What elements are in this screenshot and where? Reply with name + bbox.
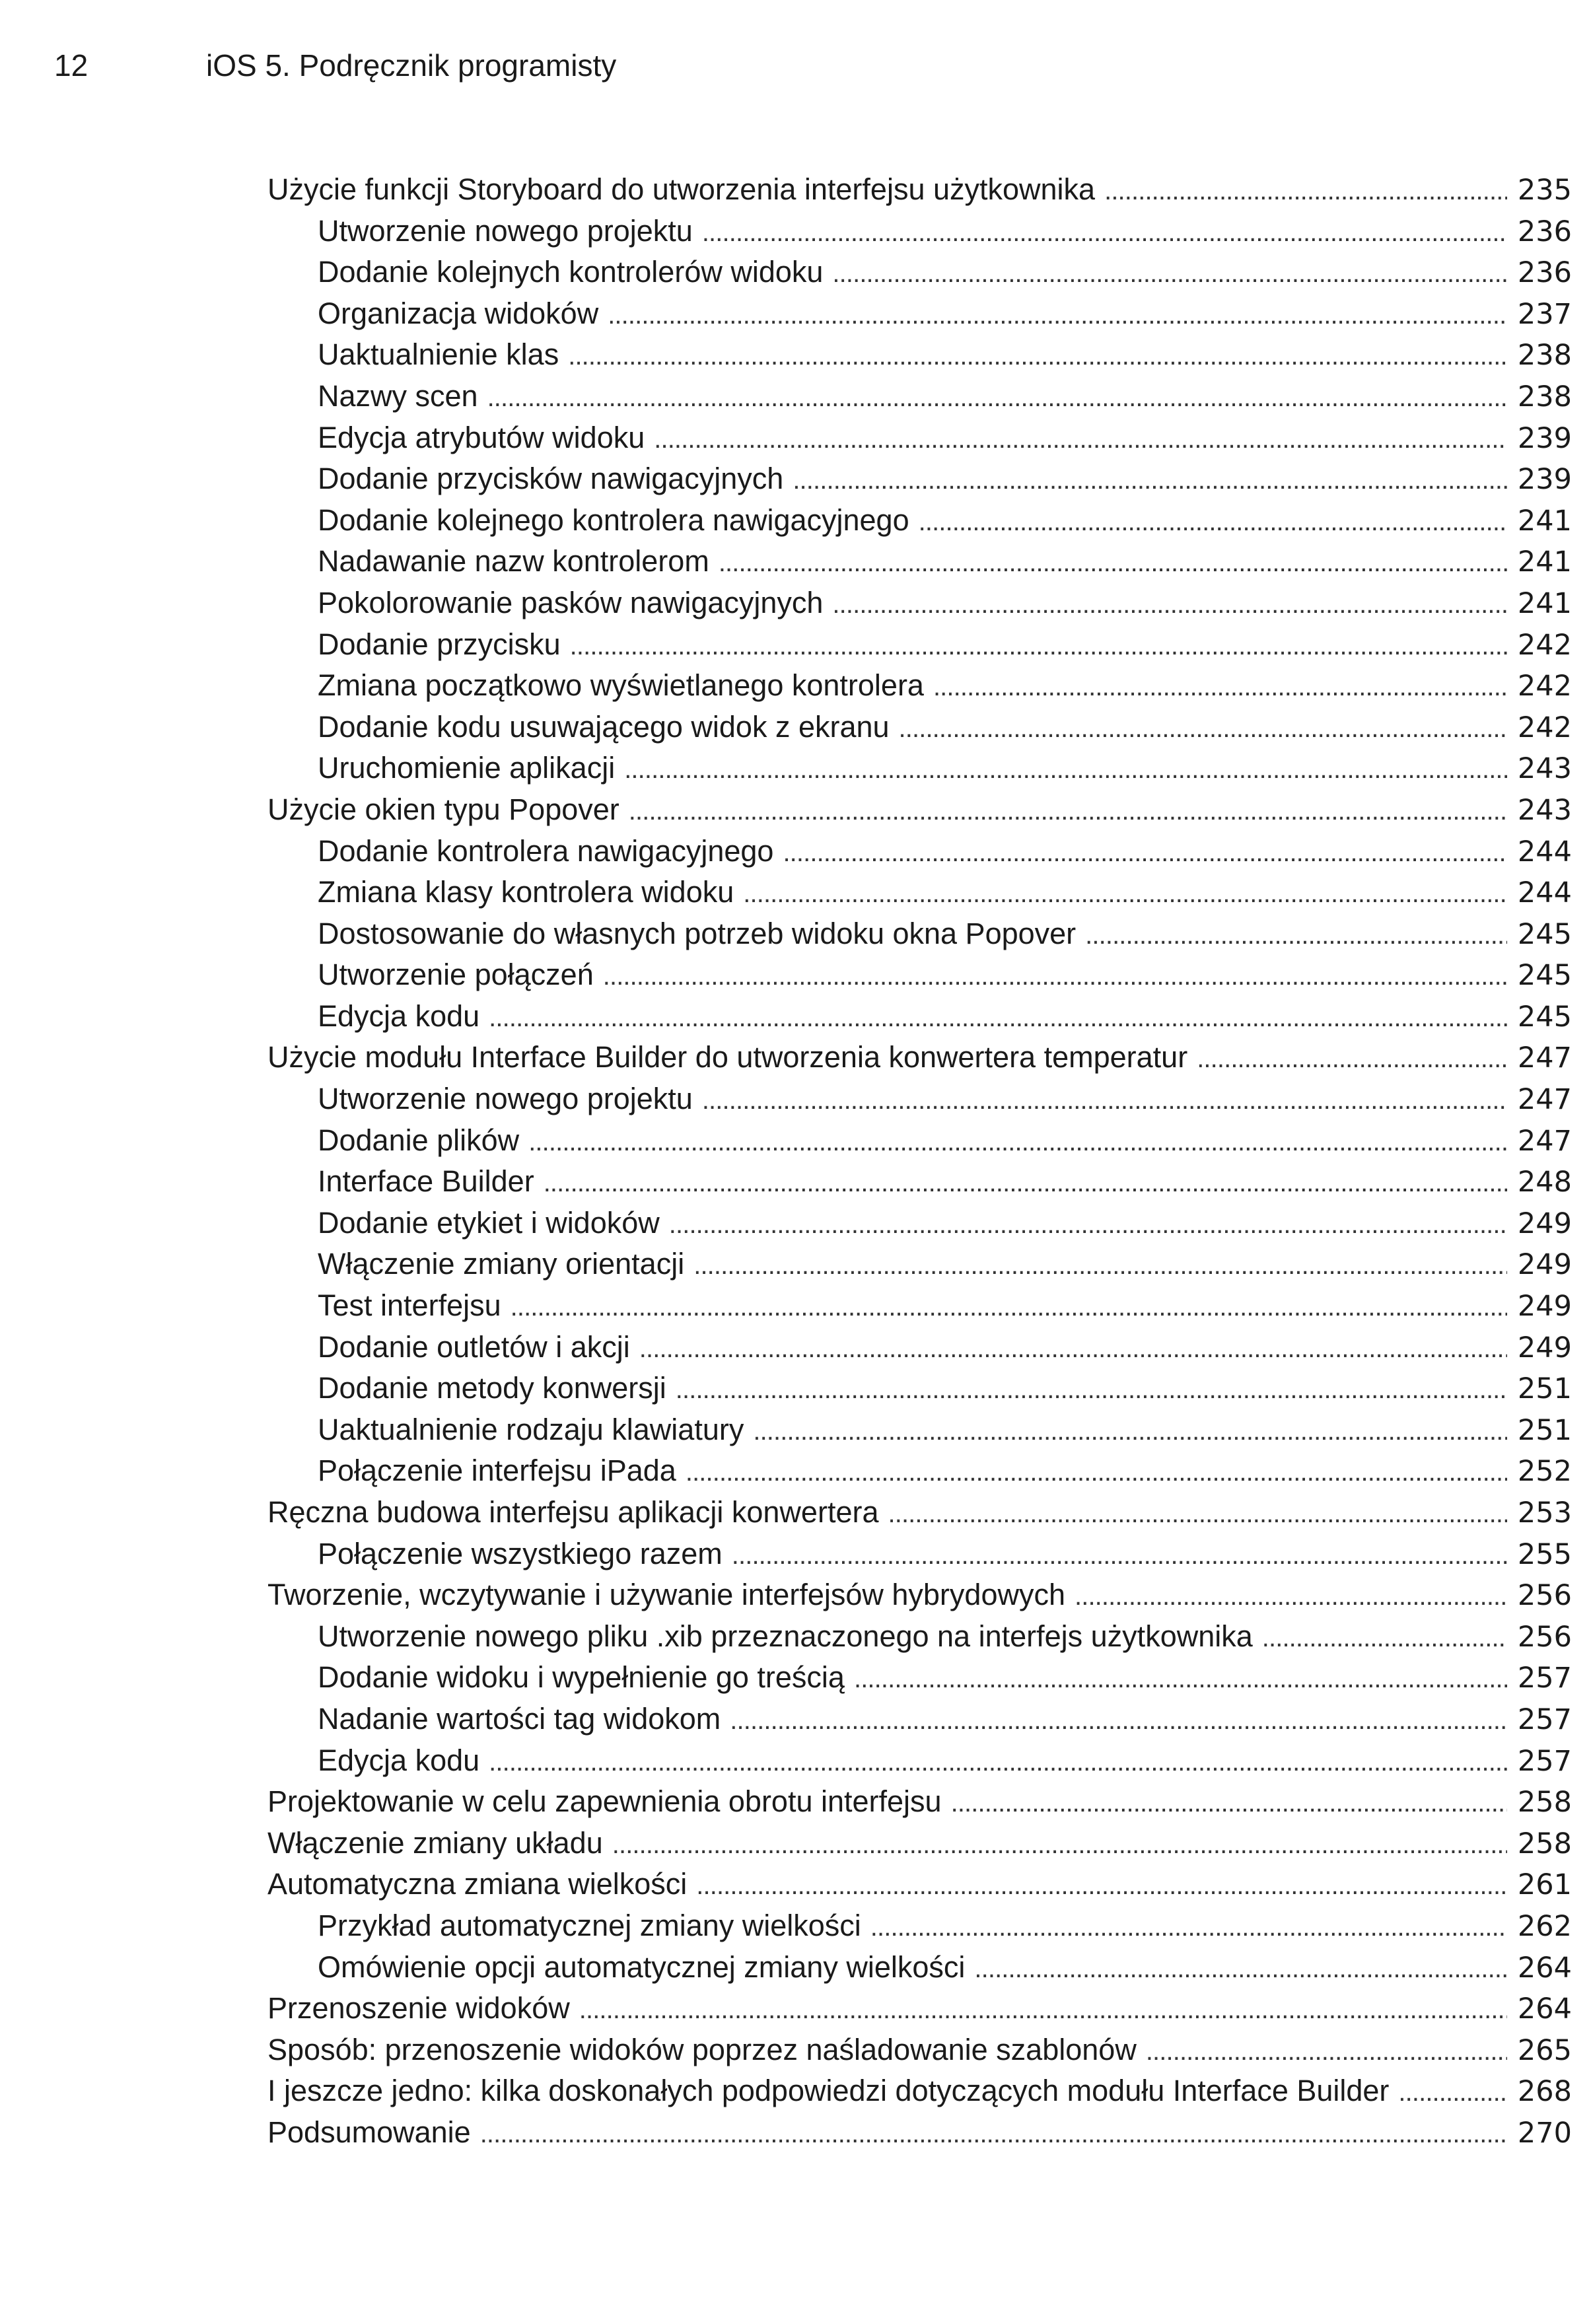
toc-entry-page: 235 xyxy=(1517,174,1572,207)
toc-entry xyxy=(267,1786,1572,1828)
toc-entry-page: 248 xyxy=(1517,1166,1572,1199)
toc-entry-title: Dodanie przycisków nawigacyjnych xyxy=(318,462,784,496)
toc-entry-page: 251 xyxy=(1517,1413,1572,1447)
toc-entry xyxy=(267,505,1572,547)
toc-entry-page: 242 xyxy=(1517,628,1572,662)
dot-leader xyxy=(951,1790,1507,1816)
dot-leader xyxy=(676,1376,1507,1403)
toc-entry xyxy=(267,1205,1572,1250)
toc-entry-title: Dodanie przycisku xyxy=(318,627,561,661)
toc-entry xyxy=(267,629,1572,671)
dot-leader xyxy=(1262,1625,1507,1651)
toc-entry xyxy=(267,1701,1572,1745)
dot-leader xyxy=(669,1211,1507,1238)
toc-entry-title: Dodanie kontrolera nawigacyjnego xyxy=(318,833,774,868)
toc-entry xyxy=(267,794,1572,836)
dot-leader xyxy=(568,343,1507,369)
toc-entry xyxy=(267,1662,1572,1704)
dot-leader xyxy=(693,1252,1507,1279)
toc-entry-title: Edycja kodu xyxy=(318,1743,480,1777)
toc-entry-title: Pokolorowanie pasków nawigacyjnych xyxy=(318,585,824,619)
toc-entry-page: 236 xyxy=(1517,215,1572,248)
toc-entry-title: Projektowanie w celu zapewnienia obrotu interfejsu xyxy=(267,1784,942,1819)
toc-entry-title: Utworzenie nowego projektu xyxy=(318,213,693,248)
toc-entry xyxy=(267,2117,1572,2159)
toc-entry-page: 257 xyxy=(1517,1703,1572,1736)
dot-leader xyxy=(654,426,1507,452)
toc-entry-page: 251 xyxy=(1517,1372,1572,1406)
dot-leader xyxy=(579,1996,1507,2023)
dot-leader xyxy=(1104,178,1507,204)
toc-entry-title: Organizacja widoków xyxy=(318,296,599,330)
toc-entry xyxy=(267,296,1572,340)
toc-entry-title: Dodanie metody konwersji xyxy=(318,1371,666,1405)
dot-leader xyxy=(608,302,1507,328)
toc-entry xyxy=(267,1869,1572,1911)
toc-entry-page: 243 xyxy=(1517,793,1572,827)
dot-leader xyxy=(888,1500,1508,1527)
toc-entry xyxy=(267,1290,1572,1332)
dot-leader xyxy=(1146,2038,1507,2064)
toc-entry xyxy=(267,1125,1572,1167)
toc-entry-page: 256 xyxy=(1517,1620,1572,1654)
toc-entry xyxy=(267,877,1572,919)
toc-entry-page: 256 xyxy=(1517,1579,1572,1613)
toc-entry xyxy=(267,2032,1572,2076)
toc-entry-page: 258 xyxy=(1517,1827,1572,1860)
toc-entry xyxy=(267,1952,1572,1994)
toc-entry-page: 238 xyxy=(1517,380,1572,413)
toc-entry-title: Włączenie zmiany układu xyxy=(267,1825,603,1860)
toc-entry xyxy=(267,1249,1572,1290)
toc-entry xyxy=(267,1497,1572,1539)
dot-leader xyxy=(919,509,1507,535)
dot-leader xyxy=(783,839,1507,866)
dot-leader xyxy=(528,1129,1507,1155)
toc-entry-page: 247 xyxy=(1517,1124,1572,1158)
toc-entry-title: Sposób: przenoszenie widoków poprzez naśladowanie szablonów xyxy=(267,2032,1137,2066)
book-title: iOS 5. Podręcznik programisty xyxy=(206,48,617,83)
dot-leader xyxy=(870,1914,1507,1940)
dot-leader xyxy=(854,1666,1507,1692)
toc-entry-page: 264 xyxy=(1517,1951,1572,1985)
toc-entry xyxy=(267,670,1572,712)
dot-leader xyxy=(639,1335,1507,1362)
toc-entry-title: Zmiana klasy kontrolera widoku xyxy=(318,875,734,909)
toc-entry xyxy=(267,1745,1572,1787)
toc-entry-title: Dodanie kodu usuwającego widok z ekranu xyxy=(318,709,890,744)
toc-entry-title: Użycie modułu Interface Builder do utworzenia konwertera temperatur xyxy=(267,1040,1188,1074)
toc-entry xyxy=(267,213,1572,258)
toc-entry-page: 249 xyxy=(1517,1331,1572,1364)
toc-entry-page: 239 xyxy=(1517,421,1572,455)
toc-entry-title: Uaktualnienie klas xyxy=(318,337,559,372)
dot-leader xyxy=(686,1459,1507,1485)
dot-leader xyxy=(487,384,1507,411)
toc-entry-page: 245 xyxy=(1517,917,1572,951)
table-of-contents xyxy=(267,174,1572,2159)
toc-entry-title: Test interfejsu xyxy=(318,1288,501,1323)
toc-entry-page: 257 xyxy=(1517,1662,1572,1695)
toc-entry-page: 242 xyxy=(1517,670,1572,703)
dot-leader xyxy=(933,674,1507,700)
toc-entry xyxy=(267,1825,1572,1870)
toc-entry xyxy=(267,1993,1572,2035)
dot-leader xyxy=(1398,2079,1507,2105)
toc-entry-page: 241 xyxy=(1517,504,1572,538)
dot-leader xyxy=(570,633,1507,659)
toc-entry-page: 253 xyxy=(1517,1497,1572,1530)
toc-entry-title: Tworzenie, wczytywanie i używanie interfejsów hybrydowych xyxy=(267,1578,1065,1612)
toc-entry-title: Dostosowanie do własnych potrzeb widoku okna Popover xyxy=(318,916,1077,950)
dot-leader xyxy=(832,591,1507,617)
toc-entry-page: 252 xyxy=(1517,1455,1572,1489)
toc-entry-title: Połączenie wszystkiego razem xyxy=(318,1536,723,1570)
toc-entry-page: 241 xyxy=(1517,546,1572,579)
dot-leader xyxy=(629,798,1507,824)
dot-leader xyxy=(489,1004,1507,1031)
toc-entry xyxy=(267,339,1572,381)
toc-entry-title: Zmiana początkowo wyświetlanego kontrolera xyxy=(318,668,924,703)
toc-entry xyxy=(267,257,1572,299)
toc-entry-title: Dodanie outletów i akcji xyxy=(318,1329,630,1364)
toc-entry-title: Dodanie kolejnych kontrolerów widoku xyxy=(318,255,824,289)
toc-entry-page: 244 xyxy=(1517,876,1572,910)
toc-entry-page: 239 xyxy=(1517,463,1572,497)
toc-entry-page: 245 xyxy=(1517,1000,1572,1034)
toc-entry xyxy=(267,585,1572,629)
toc-entry-page: 268 xyxy=(1517,2075,1572,2109)
toc-entry-title: Interface Builder xyxy=(318,1164,534,1199)
toc-entry-title: Ręczna budowa interfejsu aplikacji konwertera xyxy=(267,1495,879,1529)
dot-leader xyxy=(743,880,1507,907)
dot-leader xyxy=(702,219,1507,246)
toc-entry-title: I jeszcze jedno: kilka doskonałych podpowiedzi dotyczących modułu Interface Builder xyxy=(267,2074,1390,2108)
toc-entry-page: 244 xyxy=(1517,835,1572,868)
dot-leader xyxy=(730,1707,1507,1734)
toc-entry-title: Automatyczna zmiana wielkości xyxy=(267,1867,688,1901)
toc-entry-title: Dodanie plików xyxy=(318,1123,520,1157)
dot-leader xyxy=(719,549,1507,576)
toc-entry xyxy=(267,1084,1572,1125)
dot-leader xyxy=(702,1087,1507,1113)
toc-entry-title: Edycja kodu xyxy=(318,999,480,1033)
toc-entry xyxy=(267,1373,1572,1415)
dot-leader xyxy=(899,715,1507,742)
toc-entry-title: Dodanie kolejnego kontrolera nawigacyjnego xyxy=(318,503,909,537)
dot-leader xyxy=(603,963,1507,989)
dot-leader xyxy=(696,1872,1507,1899)
toc-entry xyxy=(267,2076,1572,2117)
toc-entry-title: Włączenie zmiany orientacji xyxy=(318,1247,685,1281)
toc-entry xyxy=(267,753,1572,794)
dot-leader xyxy=(1085,922,1507,948)
toc-entry-page: 247 xyxy=(1517,1083,1572,1117)
toc-entry xyxy=(267,1621,1572,1663)
toc-entry xyxy=(267,916,1572,960)
dot-leader xyxy=(732,1542,1507,1568)
toc-entry xyxy=(267,420,1572,464)
toc-entry-title: Użycie funkcji Storyboard do utworzenia interfejsu użytkownika xyxy=(267,172,1096,206)
toc-entry-title: Przenoszenie widoków xyxy=(267,1991,570,2025)
dot-leader xyxy=(544,1170,1507,1196)
toc-entry-title: Utworzenie połączeń xyxy=(318,958,594,992)
dot-leader xyxy=(480,2121,1507,2147)
toc-entry xyxy=(267,709,1572,754)
dot-leader xyxy=(832,260,1507,287)
toc-entry xyxy=(267,1412,1572,1456)
toc-entry-title: Dodanie widoku i wypełnienie go treścią xyxy=(318,1660,845,1695)
toc-entry-title: Omówienie opcji automatycznej zmiany wielkości xyxy=(318,1950,966,1984)
toc-entry xyxy=(267,464,1572,505)
toc-entry-title: Uaktualnienie rodzaju klawiatury xyxy=(318,1412,744,1446)
dot-leader xyxy=(793,467,1507,493)
toc-entry-page: 241 xyxy=(1517,586,1572,620)
toc-entry-page: 255 xyxy=(1517,1537,1572,1571)
toc-entry xyxy=(267,960,1572,1001)
toc-entry xyxy=(267,174,1572,216)
toc-entry-title: Utworzenie nowego projektu xyxy=(318,1082,693,1116)
toc-entry xyxy=(267,1580,1572,1621)
toc-entry-page: 261 xyxy=(1517,1868,1572,1902)
toc-entry xyxy=(267,833,1572,878)
toc-entry-page: 242 xyxy=(1517,711,1572,744)
dot-leader xyxy=(753,1418,1507,1444)
toc-entry xyxy=(267,1908,1572,1952)
toc-entry xyxy=(267,378,1572,423)
toc-entry-title: Nazwy scen xyxy=(318,378,478,413)
dot-leader xyxy=(624,756,1507,783)
toc-entry xyxy=(267,1042,1572,1084)
toc-entry-title: Uruchomienie aplikacji xyxy=(318,751,616,785)
toc-entry-page: 243 xyxy=(1517,752,1572,786)
toc-entry-title: Edycja atrybutów widoku xyxy=(318,420,645,454)
toc-entry-page: 262 xyxy=(1517,1909,1572,1943)
toc-entry xyxy=(267,546,1572,588)
toc-entry-title: Dodanie etykiet i widoków xyxy=(318,1205,660,1240)
dot-leader xyxy=(489,1749,1507,1775)
toc-entry-title: Nadawanie nazw kontrolerom xyxy=(318,544,709,579)
toc-entry-page: 245 xyxy=(1517,959,1572,993)
toc-entry-page: 249 xyxy=(1517,1248,1572,1282)
toc-entry-page: 249 xyxy=(1517,1290,1572,1323)
toc-entry-title: Użycie okien typu Popover xyxy=(267,792,619,826)
toc-entry xyxy=(267,1329,1572,1374)
toc-entry-page: 236 xyxy=(1517,256,1572,290)
toc-entry-page: 258 xyxy=(1517,1786,1572,1819)
toc-entry-title: Utworzenie nowego pliku .xib przeznaczonego na interfejs użytkownika xyxy=(318,1619,1253,1653)
toc-entry-page: 247 xyxy=(1517,1041,1572,1075)
page-number: 12 xyxy=(54,48,88,83)
toc-entry-title: Przykład automatycznej zmiany wielkości xyxy=(318,1908,861,1942)
dot-leader xyxy=(511,1294,1507,1320)
toc-entry xyxy=(267,1536,1572,1580)
toc-entry-page: 265 xyxy=(1517,2033,1572,2067)
dot-leader xyxy=(612,1831,1507,1858)
toc-entry-title: Połączenie interfejsu iPada xyxy=(318,1454,676,1488)
dot-leader xyxy=(1197,1045,1507,1072)
toc-entry-page: 270 xyxy=(1517,2116,1572,2150)
toc-entry-title: Podsumowanie xyxy=(267,2115,471,2149)
toc-entry-page: 249 xyxy=(1517,1207,1572,1240)
toc-entry-page: 264 xyxy=(1517,1992,1572,2026)
toc-entry xyxy=(267,1456,1572,1497)
toc-entry xyxy=(267,1166,1572,1208)
toc-entry-page: 238 xyxy=(1517,339,1572,372)
toc-entry xyxy=(267,1001,1572,1043)
toc-entry-page: 237 xyxy=(1517,297,1572,331)
toc-entry-page: 257 xyxy=(1517,1744,1572,1778)
dot-leader xyxy=(974,1955,1507,1982)
toc-entry-title: Nadanie wartości tag widokom xyxy=(318,1701,721,1736)
running-header xyxy=(54,50,616,81)
dot-leader xyxy=(1075,1583,1507,1609)
